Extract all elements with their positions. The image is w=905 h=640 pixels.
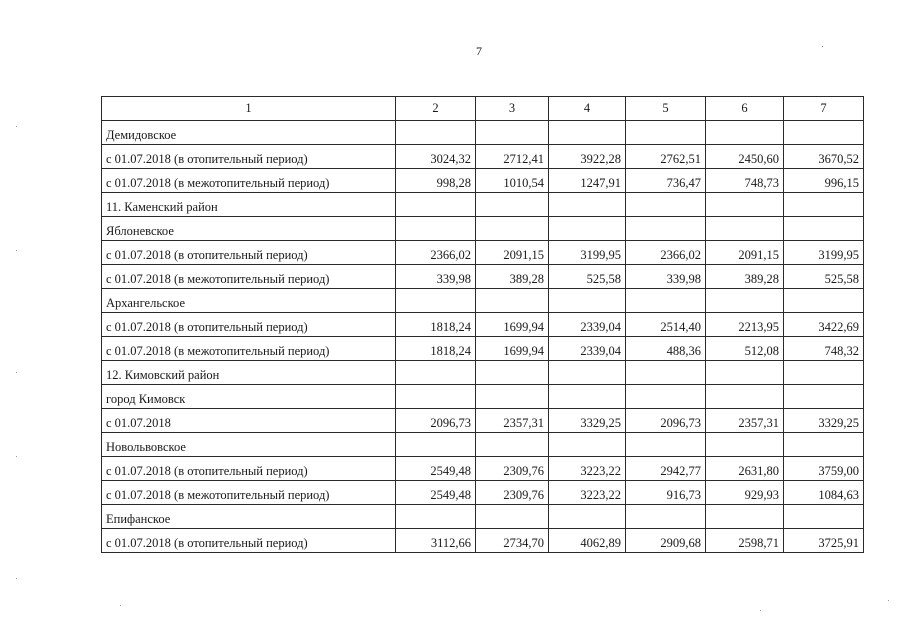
table-cell: [476, 433, 549, 457]
table-cell: 525,58: [784, 265, 864, 289]
table-cell: 996,15: [784, 169, 864, 193]
table-cell: [476, 505, 549, 529]
table-cell: [476, 217, 549, 241]
row-label: с 01.07.2018 (в отопительный период): [102, 241, 396, 265]
row-label: с 01.07.2018 (в межотопительный период): [102, 481, 396, 505]
table-cell: 2309,76: [476, 457, 549, 481]
table-cell: 2339,04: [549, 337, 626, 361]
table-cell: 2339,04: [549, 313, 626, 337]
table-row: [102, 337, 864, 361]
table-cell: 1699,94: [476, 337, 549, 361]
table-cell: 2091,15: [706, 241, 784, 265]
table-body: [102, 121, 864, 553]
table-cell: 3223,22: [549, 457, 626, 481]
table-cell: 2598,71: [706, 529, 784, 553]
table-row: [102, 433, 864, 457]
table-cell: 2096,73: [626, 409, 706, 433]
table-cell: [476, 385, 549, 409]
table-row: [102, 505, 864, 529]
table-cell: 2096,73: [396, 409, 476, 433]
table-cell: 1010,54: [476, 169, 549, 193]
table-cell: 2549,48: [396, 481, 476, 505]
column-header: 6: [706, 97, 784, 121]
table-cell: 916,73: [626, 481, 706, 505]
table-row: [102, 145, 864, 169]
table-cell: 3024,32: [396, 145, 476, 169]
table-cell: 3199,95: [784, 241, 864, 265]
table-cell: [784, 505, 864, 529]
table-cell: 389,28: [706, 265, 784, 289]
table-cell: [396, 217, 476, 241]
table-cell: 512,08: [706, 337, 784, 361]
table-cell: [626, 217, 706, 241]
table-cell: [549, 121, 626, 145]
table-cell: [396, 361, 476, 385]
table-cell: [476, 361, 549, 385]
row-label: Новольвовское: [102, 433, 396, 457]
table-cell: [476, 121, 549, 145]
row-label: с 01.07.2018 (в отопительный период): [102, 313, 396, 337]
table-cell: 736,47: [626, 169, 706, 193]
row-label: с 01.07.2018: [102, 409, 396, 433]
table-cell: [549, 217, 626, 241]
table-cell: 525,58: [549, 265, 626, 289]
table-cell: 1818,24: [396, 313, 476, 337]
table-cell: [396, 505, 476, 529]
table-cell: 3670,52: [784, 145, 864, 169]
table-cell: [396, 193, 476, 217]
table-row: [102, 361, 864, 385]
table-cell: [626, 193, 706, 217]
table-cell: 3759,00: [784, 457, 864, 481]
table-cell: 2909,68: [626, 529, 706, 553]
table-cell: [626, 361, 706, 385]
table-row: [102, 169, 864, 193]
scan-speck: [760, 610, 761, 611]
column-header: 1: [102, 97, 396, 121]
row-label: с 01.07.2018 (в межотопительный период): [102, 337, 396, 361]
table-cell: 3329,25: [784, 409, 864, 433]
table-cell: [476, 289, 549, 313]
table-row: [102, 385, 864, 409]
row-label: с 01.07.2018 (в межотопительный период): [102, 169, 396, 193]
scan-speck: [16, 578, 17, 579]
table-cell: [784, 289, 864, 313]
table-row: [102, 265, 864, 289]
table-row: [102, 241, 864, 265]
table-row: [102, 121, 864, 145]
table-cell: [549, 433, 626, 457]
table-cell: [706, 193, 784, 217]
table-row: [102, 289, 864, 313]
table-cell: [396, 385, 476, 409]
table-cell: 339,98: [626, 265, 706, 289]
column-header: 3: [476, 97, 549, 121]
table-cell: [706, 289, 784, 313]
table-cell: [706, 433, 784, 457]
table-cell: [549, 361, 626, 385]
table-cell: [549, 385, 626, 409]
scan-speck: [120, 605, 121, 606]
table-cell: 2549,48: [396, 457, 476, 481]
table-cell: [396, 121, 476, 145]
table-cell: [706, 217, 784, 241]
scan-speck: [16, 126, 17, 127]
row-label: 11. Каменский район: [102, 193, 396, 217]
table-cell: 2734,70: [476, 529, 549, 553]
table-row: [102, 409, 864, 433]
page-number: 7: [476, 44, 482, 58]
scan-speck: [888, 600, 889, 601]
table-row: [102, 313, 864, 337]
row-label: с 01.07.2018 (в межотопительный период): [102, 265, 396, 289]
table-cell: 2514,40: [626, 313, 706, 337]
scan-speck: [822, 46, 823, 47]
table-cell: [784, 361, 864, 385]
table-cell: 2366,02: [396, 241, 476, 265]
row-label: с 01.07.2018 (в отопительный период): [102, 529, 396, 553]
table-cell: 748,32: [784, 337, 864, 361]
table-cell: [706, 121, 784, 145]
row-label: с 01.07.2018 (в отопительный период): [102, 145, 396, 169]
table-cell: [706, 385, 784, 409]
row-label: Епифанское: [102, 505, 396, 529]
table-cell: 1247,91: [549, 169, 626, 193]
table-cell: 3112,66: [396, 529, 476, 553]
table-cell: 3422,69: [784, 313, 864, 337]
table-row: [102, 193, 864, 217]
row-label: 12. Кимовский район: [102, 361, 396, 385]
table-cell: 1699,94: [476, 313, 549, 337]
table-header-row: [102, 97, 864, 121]
table-cell: [549, 505, 626, 529]
table-cell: [396, 289, 476, 313]
row-label: город Кимовск: [102, 385, 396, 409]
table-cell: 3725,91: [784, 529, 864, 553]
table-cell: 2357,31: [706, 409, 784, 433]
tariff-table: [101, 96, 864, 553]
row-label: Архангельское: [102, 289, 396, 313]
table-cell: [784, 217, 864, 241]
table-cell: 2091,15: [476, 241, 549, 265]
row-label: Демидовское: [102, 121, 396, 145]
table-cell: [626, 289, 706, 313]
table-cell: [626, 121, 706, 145]
table-cell: 998,28: [396, 169, 476, 193]
table-cell: 488,36: [626, 337, 706, 361]
table-cell: 2213,95: [706, 313, 784, 337]
table-cell: [706, 361, 784, 385]
table-cell: 2942,77: [626, 457, 706, 481]
table-cell: 3199,95: [549, 241, 626, 265]
scan-speck: [16, 372, 17, 373]
table-cell: 2712,41: [476, 145, 549, 169]
column-header: 2: [396, 97, 476, 121]
table-cell: 1818,24: [396, 337, 476, 361]
table-cell: 389,28: [476, 265, 549, 289]
table-row: [102, 529, 864, 553]
row-label: Яблоневское: [102, 217, 396, 241]
table-cell: 3329,25: [549, 409, 626, 433]
row-label: с 01.07.2018 (в отопительный период): [102, 457, 396, 481]
table-cell: 929,93: [706, 481, 784, 505]
column-header: 4: [549, 97, 626, 121]
table-row: [102, 457, 864, 481]
table-cell: 2762,51: [626, 145, 706, 169]
table-cell: [396, 433, 476, 457]
table-cell: 2631,80: [706, 457, 784, 481]
table-cell: [626, 433, 706, 457]
table-cell: 3922,28: [549, 145, 626, 169]
table-cell: 3223,22: [549, 481, 626, 505]
table-cell: 339,98: [396, 265, 476, 289]
table-cell: [784, 193, 864, 217]
table-cell: 1084,63: [784, 481, 864, 505]
table-cell: 2309,76: [476, 481, 549, 505]
table-cell: [476, 193, 549, 217]
table-row: [102, 217, 864, 241]
table-cell: 2357,31: [476, 409, 549, 433]
scan-speck: [16, 456, 17, 457]
table-cell: [784, 433, 864, 457]
table-cell: [626, 505, 706, 529]
table-cell: [549, 289, 626, 313]
column-header: 5: [626, 97, 706, 121]
table-row: [102, 481, 864, 505]
table-cell: [626, 385, 706, 409]
scan-speck: [16, 250, 17, 251]
table-cell: 4062,89: [549, 529, 626, 553]
table-cell: [784, 121, 864, 145]
table-cell: 748,73: [706, 169, 784, 193]
table-cell: 2366,02: [626, 241, 706, 265]
table-cell: [784, 385, 864, 409]
column-header: 7: [784, 97, 864, 121]
table-cell: [549, 193, 626, 217]
table-cell: 2450,60: [706, 145, 784, 169]
table-cell: [706, 505, 784, 529]
